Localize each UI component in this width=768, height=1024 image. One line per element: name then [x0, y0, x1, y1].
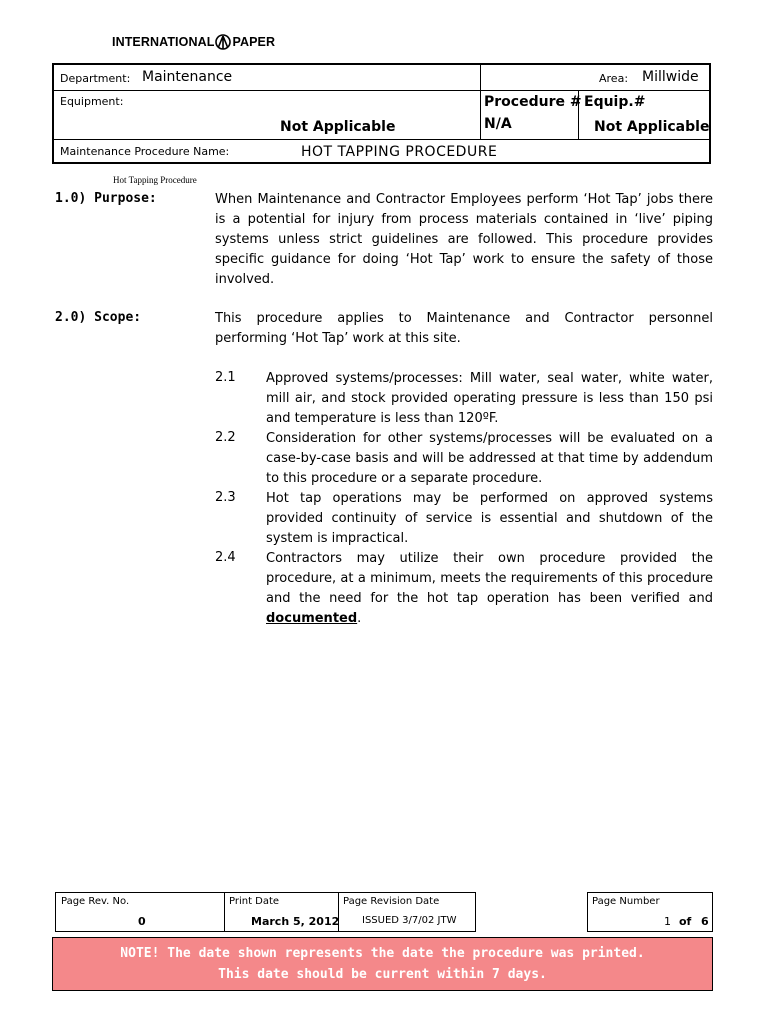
purpose-text: When Maintenance and Contractor Employees perform ‘Hot Tap’ jobs there is a potential for injury from process materials contained in ‘live’ piping systems unless strict guidelines are followed. This procedure provides specific guidance for doing ‘Hot Tap’ work to ensure the safety of those involved.: [215, 192, 713, 287]
page-of-label: of: [679, 915, 692, 928]
page-total: 6: [701, 915, 709, 928]
scope-item-text-end: .: [357, 611, 362, 626]
scope-heading: 2.0) Scope:: [55, 310, 142, 325]
note-line-2: This date should be current within 7 days.: [218, 967, 547, 982]
document-caption: Hot Tapping Procedure: [113, 175, 197, 185]
scope-item-text: [266, 549, 713, 629]
page-number-box: [587, 892, 713, 932]
footer-info-box: [55, 892, 476, 932]
area-label: Area:: [599, 72, 629, 85]
scope-text: This procedure applies to Maintenance and Contractor personnel performing ‘Hot Tap’ work at this site.: [215, 311, 713, 346]
print-date-label: Print Date: [229, 896, 280, 907]
procedure-number-value: N/A: [484, 116, 512, 132]
scope-item-number: 2.1: [215, 370, 236, 385]
page-number-label: Page Number: [592, 896, 660, 907]
department-label: Department:: [60, 72, 131, 85]
scope-item-number: 2.2: [215, 430, 236, 445]
revision-date-value: ISSUED 3/7/02 JTW: [362, 915, 457, 926]
print-date-value: March 5, 2012: [251, 915, 340, 928]
scope-item-text: Consideration for other systems/processes will be evaluated on a case-by-case basis and will be addressed at that time by addendum to this procedure or a separate procedure.: [266, 431, 713, 486]
header-table: [52, 63, 711, 164]
area-value: Millwide: [642, 69, 699, 85]
scope-item-number: 2.4: [215, 550, 236, 565]
page-current: 1: [664, 915, 671, 928]
scope-item-text: Approved systems/processes: Mill water, seal water, white water, mill air, and stock provided operating pressure is less than 150 psi and temperature is less than 120ºF.: [266, 371, 713, 426]
page-rev-value: 0: [138, 915, 146, 928]
procedure-name-value: HOT TAPPING PROCEDURE: [301, 144, 498, 160]
page-rev-label: Page Rev. No.: [61, 896, 130, 907]
note-line-1: NOTE! The date shown represents the date the procedure was printed.: [120, 946, 645, 961]
documented-emphasis: documented: [266, 611, 358, 626]
procedure-number-label: Procedure #: [484, 94, 582, 110]
equip-number-value: Not Applicable: [594, 119, 710, 135]
logo-tree-icon: [215, 34, 231, 50]
company-logo: [112, 34, 275, 50]
department-value: Maintenance: [142, 69, 233, 85]
revision-date-label: Page Revision Date: [343, 896, 440, 907]
procedure-name-label: Maintenance Procedure Name:: [60, 145, 230, 158]
equipment-label: Equipment:: [60, 95, 124, 108]
scope-item-number: 2.3: [215, 490, 236, 505]
logo-text-right: PAPER: [232, 35, 276, 49]
print-date-note: [52, 937, 713, 991]
purpose-heading: 1.0) Purpose:: [55, 191, 157, 206]
scope-item-text: Hot tap operations may be performed on approved systems provided continuity of service is essential and shutdown of the system is impractical.: [266, 491, 713, 546]
equip-number-label: Equip.#: [584, 94, 646, 110]
scope-item-text-part: Contractors may utilize their own procedure provided the procedure, at a minimum, meets the requirements of this procedure and the need for the hot tap operation has been verified and: [266, 551, 713, 606]
equipment-value: Not Applicable: [280, 119, 396, 135]
logo-text-left: INTERNATIONAL: [112, 35, 215, 49]
